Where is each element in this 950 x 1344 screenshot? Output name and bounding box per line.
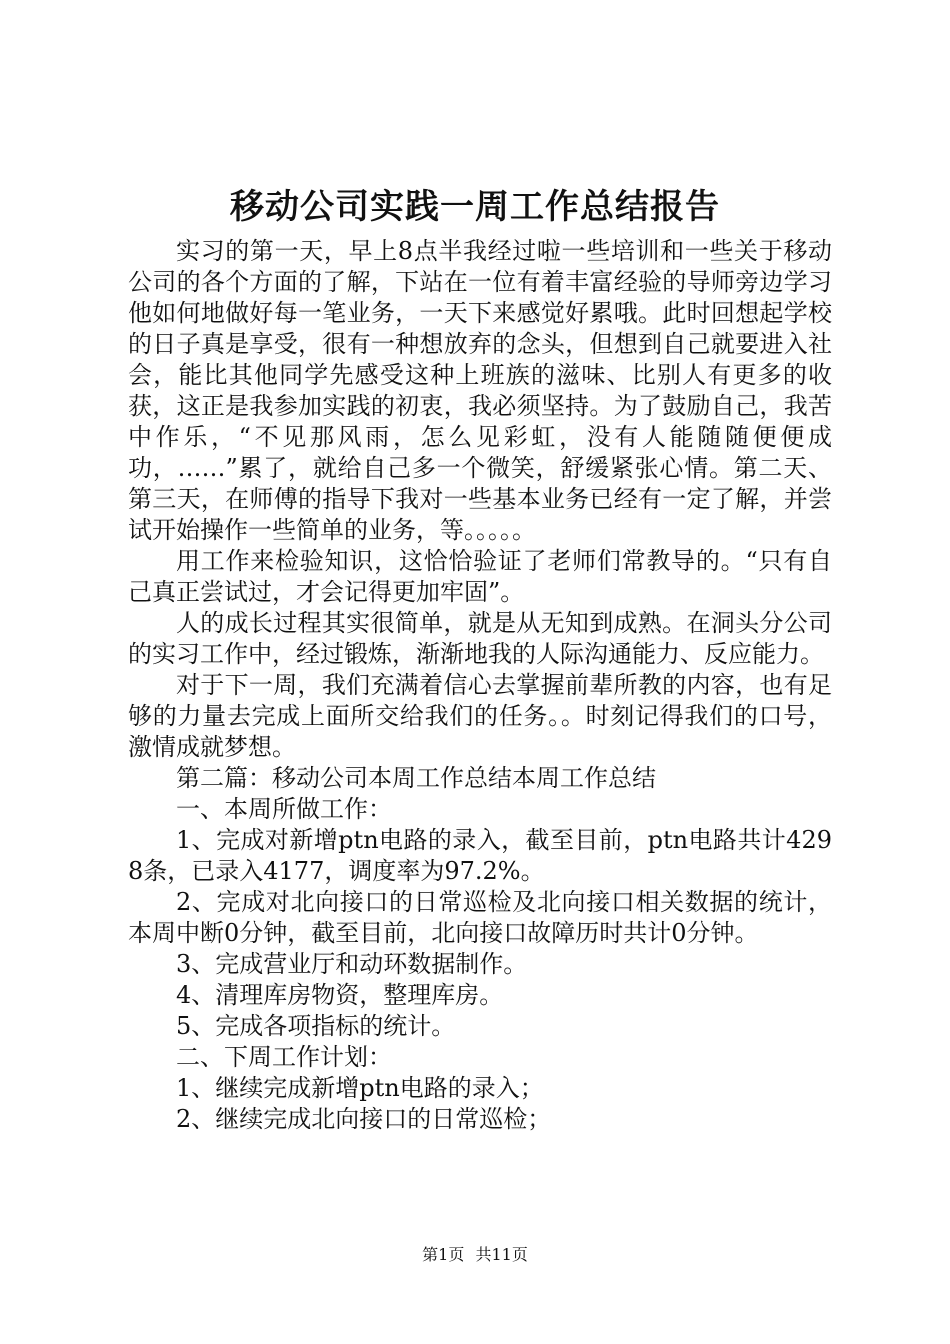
section-heading: 第二篇：移动公司本周工作总结本周工作总结: [176, 764, 656, 792]
subsection-heading: 一、本周所做工作：: [176, 795, 392, 823]
list-item: 2、继续完成北向接口的日常巡检；: [176, 1105, 552, 1133]
page-footer: [0, 1243, 950, 1267]
list-item: 3、完成营业厅和动环数据制作。: [176, 950, 528, 978]
paragraph: 人的成长过程其实很简单，就是从无知到成熟。在洞头分公司的实习工作中，经过锻炼，渐渐地我的人际沟通能力、反应能力。: [128, 609, 832, 668]
list-item: 2、完成对北向接口的日常巡检及北向接口相关数据的统计，本周中断0分钟，截至目前，北向接口故障历时共计0分钟。: [128, 888, 832, 947]
list-item: 4、清理库房物资，整理库房。: [176, 981, 504, 1009]
list-item: 1、完成对新增ptn电路的录入，截至目前，ptn电路共计4298条，已录入4177，调度率为97.2%。: [128, 826, 832, 885]
document-title: 移动公司实践一周工作总结报告: [230, 187, 720, 227]
page-total: 共11页: [475, 1245, 528, 1264]
paragraph: 实习的第一天，早上8点半我经过啦一些培训和一些关于移动公司的各个方面的了解，下站在一位有着丰富经验的导师旁边学习他如何地做好每一笔业务，一天下来感觉好累哦。此时回想起学校的日子真是享受，很有一种想放弃的念头，但想到自己就要进入社会，能比其他同学先感受这种上班族的滋味、比别人有更多的收获，这正是我参加实践的初衷，我必须坚持。为了鼓励自己，我苦中作乐，“不见那风雨，怎么见彩虹，没有人能随随便便成功，……”累了，就给自己多一个微笑，舒缓紧张心情。第二天、第三天，在师傅的指导下我对一些基本业务已经有一定了解，并尝试开始操作一些简单的业务，等。。。。。: [128, 237, 832, 544]
list-item: 1、继续完成新增ptn电路的录入；: [176, 1074, 544, 1102]
document-body: [128, 236, 832, 1135]
subsection-heading: 二、下周工作计划：: [176, 1043, 392, 1071]
list-item: 5、完成各项指标的统计。: [176, 1012, 456, 1040]
paragraph: 对于下一周，我们充满着信心去掌握前辈所教的内容，也有足够的力量去完成上面所交给我们的任务。。时刻记得我们的口号，激情成就梦想。: [128, 671, 832, 761]
paragraph: 用工作来检验知识，这恰恰验证了老师们常教导的。“只有自己真正尝试过，才会记得更加牢固”。: [128, 547, 832, 606]
page-number: 第1页: [422, 1245, 465, 1264]
